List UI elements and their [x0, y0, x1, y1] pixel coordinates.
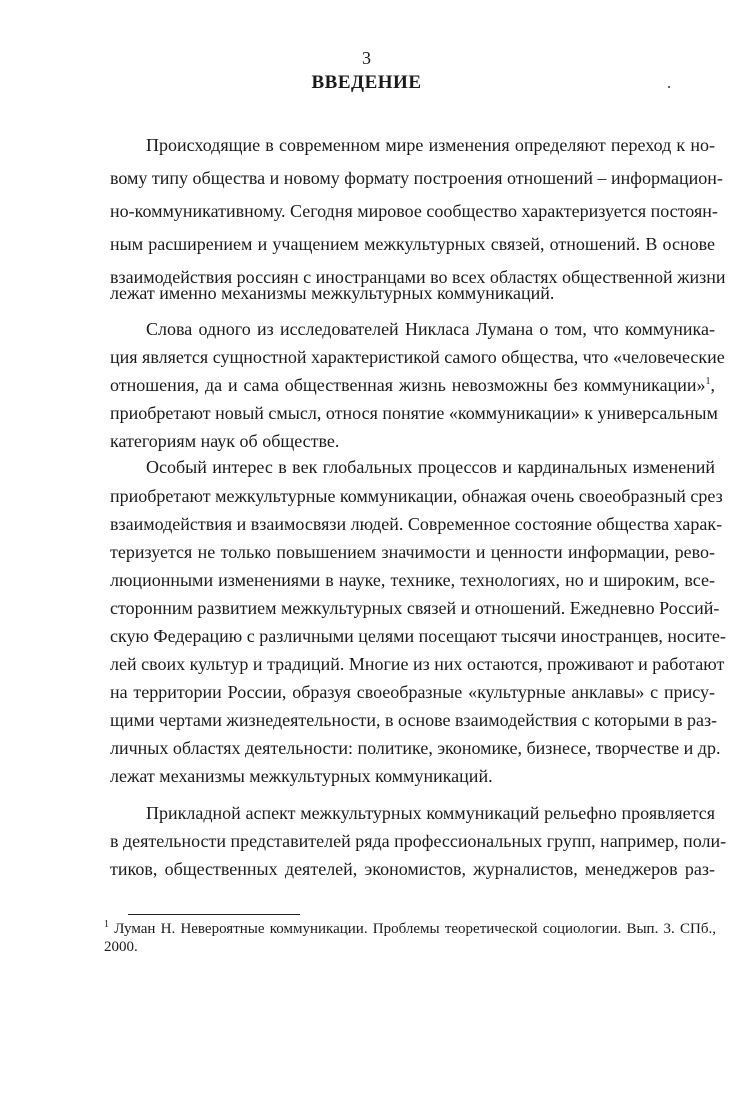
footnote-line	[104, 920, 716, 938]
text-line: теризуется не только повышением значимости и ценности информации, рево-	[110, 542, 715, 562]
text-line: лей своих культур и традиций. Многие из них остаются, проживают и работают	[110, 654, 725, 674]
page-title: ВВЕДЕНИЕ	[311, 72, 422, 93]
text-line: тиков, общественных деятелей, экономистов, журналистов, менеджеров раз-	[110, 859, 715, 879]
text-line: Происходящие в современном мире изменения определяют переход к но-	[146, 135, 715, 155]
footnote-text: Луман Н. Невероятные коммуникации. Проблемы теоретической социологии. Вып. 3. СПб.,	[114, 921, 717, 937]
text-line	[110, 374, 715, 396]
text-line: категориям наук об обществе.	[110, 431, 340, 451]
text-line: Прикладной аспект межкультурных коммуникаций рельефно проявляется	[146, 803, 715, 823]
text-line: вому типу общества и новому формату построения отношений – информацион-	[110, 168, 723, 188]
scan-speck	[668, 86, 670, 88]
text-line: в деятельности представителей ряда профессиональных групп, например, поли-	[110, 831, 727, 851]
text-line: Слова одного из исследователей Никласа Лумана о том, что коммуника-	[146, 319, 715, 339]
text-line: взаимодействия россиян с иностранцами во всех областях общественной жизни	[110, 267, 726, 287]
footnote-ref-suffix: ,	[710, 375, 715, 395]
text-line: лежат именно механизмы межкультурных коммуникаций.	[110, 283, 555, 303]
text-line: приобретают межкультурные коммуникации, обнажая очень своеобразный срез	[110, 486, 723, 506]
text-line: приобретают новый смысл, относя понятие «коммуникации» к универсальным	[110, 403, 718, 423]
text-line: щими чертами жизнедеятельности, в основе взаимодействия с которыми в раз-	[110, 710, 718, 730]
text-line-content: отношения, да и сама общественная жизнь невозможны без коммуникации»	[110, 375, 706, 395]
text-line: скую Федерацию с различными целями посещают тысячи иностранцев, носите-	[110, 626, 726, 646]
text-line: ция является сущностной характеристикой самого общества, что «человеческие	[110, 347, 725, 367]
text-line: Особый интерес в век глобальных процессов и кардинальных изменений	[146, 457, 715, 477]
text-line: но-коммуникативному. Сегодня мировое сообщество характеризуется постоян-	[110, 201, 718, 221]
text-line: лежат механизмы межкультурных коммуникаций.	[110, 766, 493, 786]
page-number: 3	[362, 48, 371, 68]
footnote-number: 1	[104, 919, 109, 930]
footnote-separator	[128, 914, 300, 915]
text-line: взаимодействия и взаимосвязи людей. Современное состояние общества харак-	[110, 514, 723, 534]
text-line: ным расширением и учащением межкультурных связей, отношений. В основе	[110, 234, 715, 254]
text-line: на территории России, образуя своеобразные «культурные анклавы» с прису-	[110, 682, 715, 702]
footnote-line: 2000.	[104, 939, 138, 955]
text-line: сторонним развитием межкультурных связей и отношений. Ежедневно Россий-	[110, 598, 720, 618]
footnote-ref[interactable]: 1	[705, 376, 711, 387]
text-line: люционными изменениями в науке, технике, технологиях, но и широким, все-	[110, 570, 715, 590]
text-line: личных областях деятельности: политике, экономике, бизнесе, творчестве и др.	[110, 738, 721, 758]
